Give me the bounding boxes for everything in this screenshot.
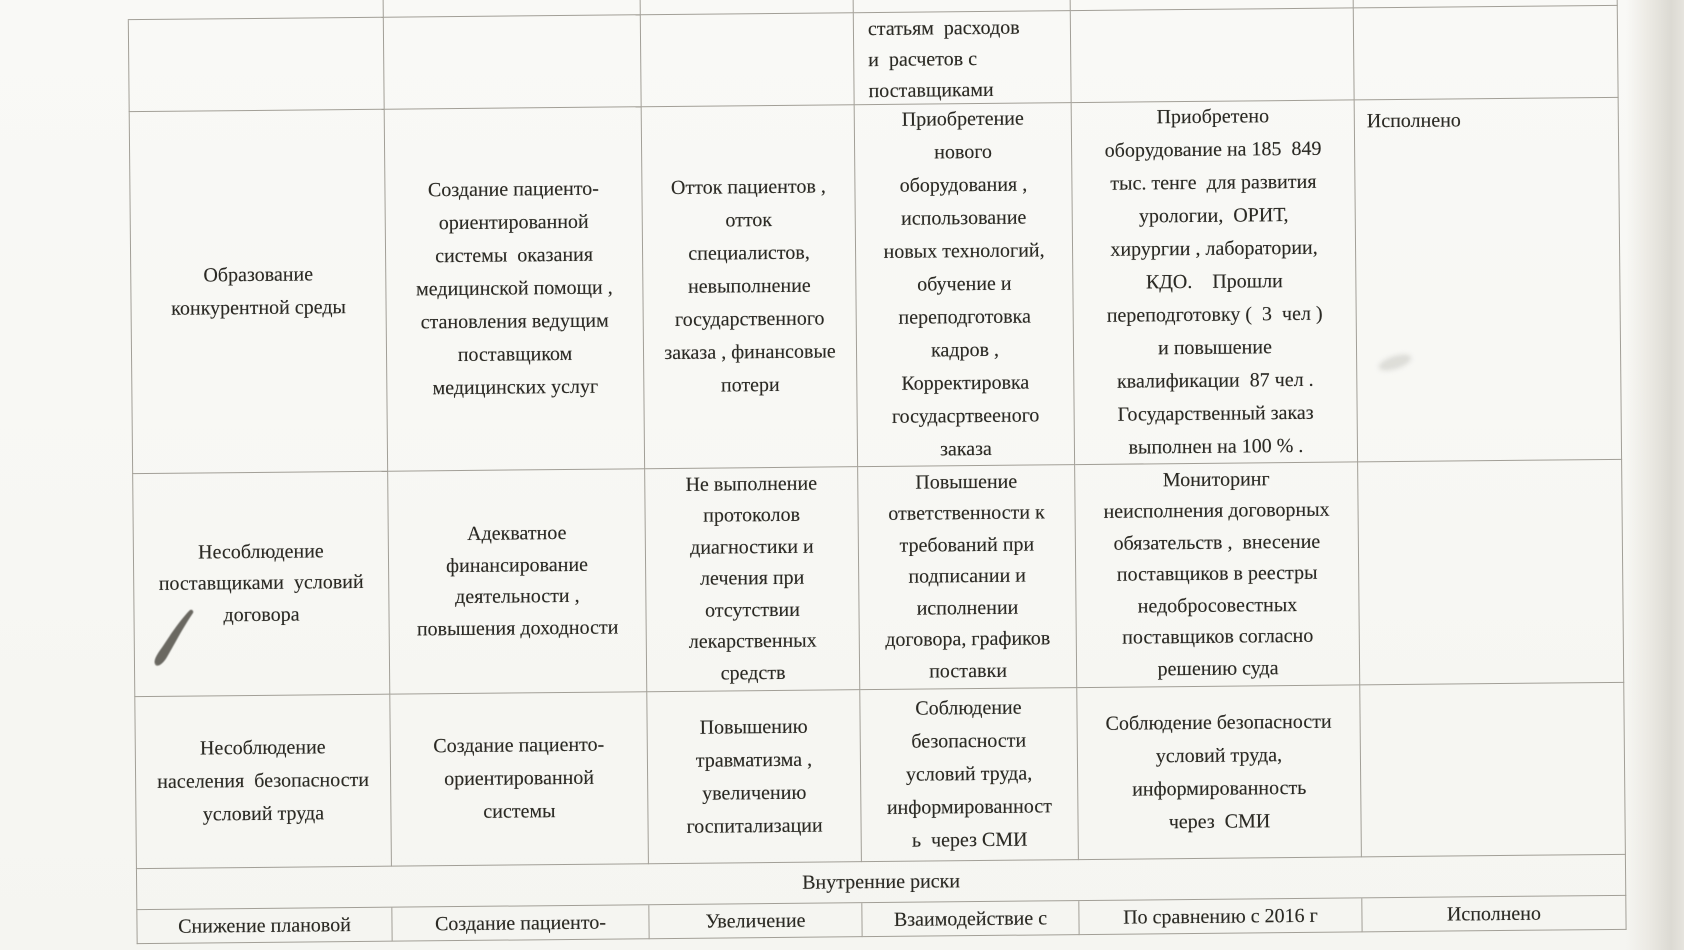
pen-mark: [146, 608, 198, 670]
table-cell-r2-c1: Образование конкурентной среды: [129, 110, 388, 474]
table-cell-r1-c1: [128, 18, 385, 112]
table-cell-r2-c5: Приобретено оборудование на 185 849 тыс. тенге для развития урологии, ОРИТ, хирургии , лаборатории, КДО. Прошли переподготовку ( 3 чел ) и повышение квалификации 87 чел . Государственный заказ выполнен на 100 % .: [1072, 100, 1358, 465]
table-cell-r4-c3: Повышению травматизма , увеличению госпитализации: [647, 690, 862, 864]
table-cell-r6-c6: Исполнено: [1362, 896, 1626, 933]
section-header-internal-risks: Внутренние риски: [136, 855, 1626, 910]
table-cell-r3-c3: Не выполнение протоколов диагностики и лечения при отсутствии лекарственных средств: [645, 467, 860, 692]
table-cell-r4-c2: Создание пациенто- ориентированной системы: [390, 692, 649, 866]
table-cell-r2-c3: Отток пациентов , отток специалистов, невыполнение государственного заказа , финансовые потери: [642, 105, 858, 469]
table-row: [129, 98, 1622, 474]
table-row: [128, 6, 1619, 112]
table-cell-r4-c6: [1360, 683, 1626, 858]
table-cell-r2-c2: Создание пациенто- ориентированной системы оказания медицинской помощи , становления ведущим поставщиком медицинских услуг: [385, 107, 645, 471]
table-cell-r1-c2: [384, 15, 642, 109]
table-cell-r4-c1: Несоблюдение населения безопасности условий труда: [134, 695, 392, 869]
table-cell-r6-c5: По сравнению с 2016 г: [1079, 898, 1362, 935]
table-cell-r3-c4: Повышение ответственности к требований при подписании и исполнении договора, графиков поставки: [858, 465, 1077, 690]
table-cell-r1-c5: [1071, 8, 1355, 103]
table-cell-r4-c4: Соблюдение безопасности условий труда, информированност ь через СМИ: [860, 688, 1079, 862]
table-row: [132, 460, 1624, 697]
table-cell-r3-c2: Адекватное финансирование деятельности , повышения доходности: [388, 469, 647, 694]
table-cell-r3-c1: Несоблюдение поставщиками условий договора: [132, 472, 390, 697]
table-cell-r2-c6: Исполнено: [1355, 98, 1622, 463]
table-cell-r6-c2: Создание пациенто-: [392, 905, 649, 941]
table-cell-r2-c4: Приобретение нового оборудования , использование новых технологий, обучение и переподготовка кадров , Корректировка госудасртвееного заказа: [855, 103, 1075, 467]
table-cell-r6-c1: Снижение плановой: [136, 908, 392, 944]
table-cell-r3-c5: Мониторинг неисполнения договорных обязательств , внесение поставщиков в реестры недобросовестных поставщиков согласно решению суда: [1075, 462, 1360, 688]
table-cell-r6-c3: Увеличение: [649, 903, 862, 939]
table-cell-r6-c4: Взаимодействие с: [862, 901, 1079, 937]
table-cell-r1-c3: [641, 13, 855, 107]
scan-page-edge: [1626, 0, 1684, 950]
risk-table: [127, 0, 1626, 944]
table-cell-r1-c4: статьям расходов и расчетов с поставщиками: [854, 11, 1072, 105]
table-cell-r4-c5: Соблюдение безопасности условий труда, информированность через СМИ: [1077, 685, 1362, 860]
table-cell-r1-c6: [1354, 6, 1619, 101]
table-cell-r3-c6: [1358, 460, 1624, 686]
table-row: [134, 683, 1626, 869]
